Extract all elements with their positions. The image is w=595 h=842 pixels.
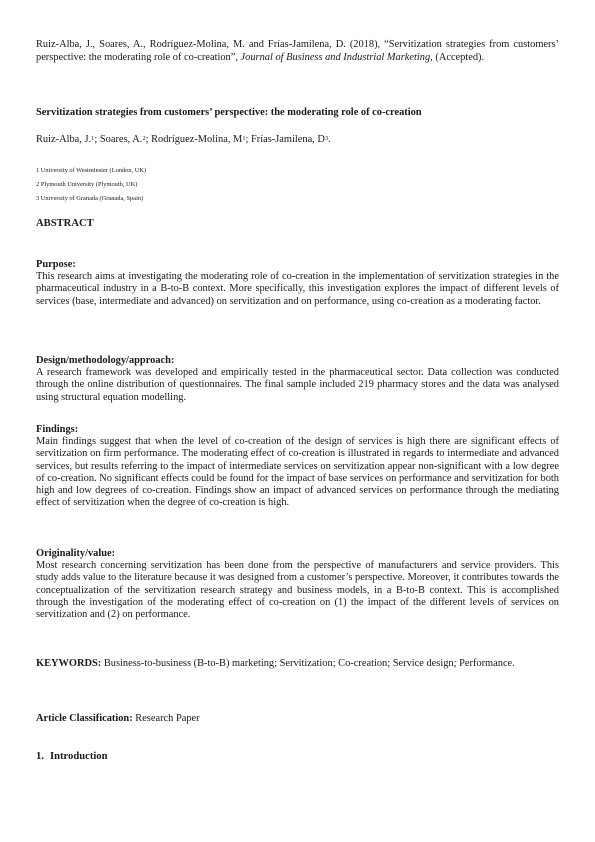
author-name: Ruiz-Alba, J.: [36, 134, 92, 145]
purpose-heading: Purpose:: [36, 259, 76, 270]
findings-text: Main findings suggest that when the level of co-creation of the design of services is high there are significant effects of servitization on firm performance. The moderating effect of co-creation is illustrated in regards to intermediate and advanced services, but results referring to the impact of intermediate services on servitization appear non-significant with a low degree of co-creation. No significant effects could be found for the impact of base services on performance and servitization for both high and low degrees of co-creation. Findings show an impact of advanced services on performance through the mediating effect of servitization when the degree of co-creation is high.: [36, 436, 559, 509]
section-title: Introduction: [50, 751, 108, 762]
classification-text: Research Paper: [132, 713, 200, 724]
author-separator: .: [328, 134, 331, 145]
citation-journal: Journal of Business and Industrial Marketing: [240, 52, 431, 64]
abstract-heading: ABSTRACT: [36, 218, 94, 229]
author-affiliation-number: 1: [242, 135, 246, 142]
findings-heading: Findings:: [36, 424, 79, 435]
affiliation: 2 Plymouth University (Plymouth, UK): [36, 181, 138, 188]
author-affiliation-number: 3: [324, 135, 329, 142]
section-number: 1.: [36, 751, 44, 762]
author-affiliation-number: 1: [91, 135, 95, 142]
introduction-heading: [36, 750, 108, 763]
citation-status: , (Accepted).: [430, 52, 485, 64]
author-name: Rodríguez-Molina, M: [151, 134, 243, 145]
design-heading: Design/methodology/approach:: [36, 355, 175, 366]
classification-label: Article Classification:: [36, 713, 133, 724]
affiliation: 1 University of Westminster (London, UK): [36, 167, 147, 174]
author-name: Soares, A.: [99, 134, 143, 145]
keywords: [36, 658, 559, 670]
author-separator: ;: [145, 134, 152, 145]
originality-heading: Originality/value:: [36, 548, 116, 559]
article-classification: [36, 713, 559, 725]
author-affiliation-number: 2: [142, 135, 146, 142]
author-name: Frías-Jamilena, D: [251, 134, 325, 145]
affiliation: 3 University of Granada (Granada, Spain): [36, 195, 144, 202]
keywords-label: KEYWORDS:: [36, 658, 102, 669]
author-separator: ;: [94, 134, 100, 145]
author-list: [36, 133, 559, 146]
citation-text: Ruiz-Alba, J., Soares, A., Rodríguez-Molina, M. and Frías-Jamilena, D. (2018), “Servitization strategies from customers’ perspective: the moderating role of co-creation”,: [36, 39, 559, 64]
citation: [36, 38, 559, 64]
author-separator: ;: [245, 134, 252, 145]
keywords-text: Business-to-business (B-to-B) marketing; Servitization; Co-creation; Service design; Performance.: [101, 658, 515, 669]
design-text: A research framework was developed and empirically tested in the pharmaceutical sector. Data collection was conducted through the online distribution of questionnaires. The final sample included 219 pharmacy stores and the data was analysed using structural equation modelling.: [36, 367, 559, 403]
paper-title: Servitization strategies from customers’ perspective: the moderating role of co-creation: [36, 107, 422, 118]
purpose-text: This research aims at investigating the moderating role of co-creation in the implementation of servitization strategies in the pharmaceutical industry in a B-to-B context. More specifically, this investigation explores the impact of different levels of services (base, intermediate and advanced) on servitization and on performance, using co-creation as a moderating factor.: [36, 271, 559, 307]
originality-text: Most research concerning servitization has been done from the perspective of manufacturers and service providers. This study adds value to the literature because it was designed from a customer’s perspective. Moreover, it contributes towards the conceptualization of the servitization research strategy and business models, in a B-to-B context. This is accomplished through the investigation of the moderating effect of co-creation on (1) the impact of the different levels of services on servitization and (2) on performance.: [36, 560, 559, 621]
